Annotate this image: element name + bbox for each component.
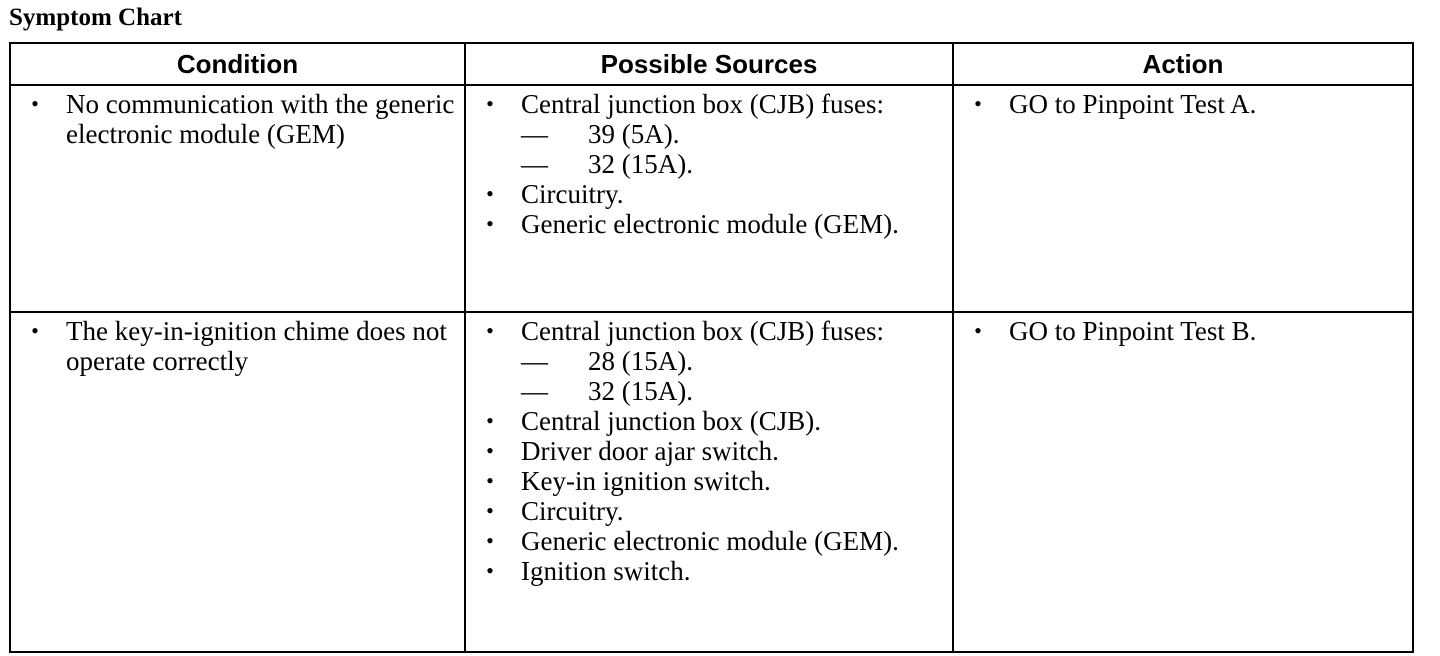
list-item [960,316,1406,346]
condition-cell [10,312,465,652]
bullet-icon: • [486,181,494,206]
source-text: Circuitry. [521,496,624,526]
list-item [472,89,946,179]
list-item [17,316,458,376]
condition-text: The key-in-ignition chime does not operate correctly [66,316,447,376]
fuse-text: 32 (15A). [588,149,693,179]
bullet-icon: • [486,91,494,116]
list-item [472,209,946,239]
sub-list-item [521,376,946,406]
action-cell [953,312,1413,652]
source-text: Generic electronic module (GEM). [521,526,899,556]
source-text: Key-in ignition switch. [521,466,771,496]
list-item [472,316,946,406]
bullet-icon: • [31,91,39,116]
symptom-table [9,42,1414,653]
dash-icon: — [521,149,548,179]
bullet-icon: • [486,558,494,583]
header-action: Action [953,43,1413,85]
bullet-icon: • [486,498,494,523]
bullet-icon: • [486,408,494,433]
list-item [472,556,946,586]
list-item [472,526,946,556]
bullet-icon: • [486,468,494,493]
source-text: Central junction box (CJB). [521,406,821,436]
condition-text: No communication with the generic electronic module (GEM) [66,89,455,149]
list-item [472,466,946,496]
possible-sources-cell [465,312,953,652]
fuse-text: 39 (5A). [588,119,680,149]
table-row [10,312,1413,652]
source-text: Driver door ajar switch. [521,436,779,466]
list-item [472,406,946,436]
action-text: GO to Pinpoint Test B. [1009,316,1257,346]
bullet-icon: • [31,318,39,343]
source-text: Circuitry. [521,179,624,209]
list-item [472,179,946,209]
bullet-icon: • [486,318,494,343]
sub-list-item [521,119,946,149]
bullet-icon: • [486,438,494,463]
possible-sources-cell [465,85,953,312]
dash-icon: — [521,346,548,376]
bullet-icon: • [486,211,494,236]
bullet-icon: • [974,318,982,343]
fuse-text: 32 (15A). [588,376,693,406]
list-item [960,89,1406,119]
sub-list-item [521,346,946,376]
dash-icon: — [521,119,548,149]
table-row [10,85,1413,312]
action-cell [953,85,1413,312]
list-item [472,436,946,466]
source-text: Central junction box (CJB) fuses: [521,316,884,346]
fuse-text: 28 (15A). [588,346,693,376]
condition-cell [10,85,465,312]
source-text: Ignition switch. [521,556,691,586]
source-text: Central junction box (CJB) fuses: [521,89,884,119]
list-item [472,496,946,526]
header-possible-sources: Possible Sources [465,43,953,85]
sub-list-item [521,149,946,179]
dash-icon: — [521,376,548,406]
header-condition: Condition [10,43,465,85]
list-item [17,89,458,149]
header-row [10,43,1413,85]
page-title: Symptom Chart [9,4,182,31]
bullet-icon: • [486,528,494,553]
action-text: GO to Pinpoint Test A. [1009,89,1257,119]
source-text: Generic electronic module (GEM). [521,209,899,239]
bullet-icon: • [974,91,982,116]
